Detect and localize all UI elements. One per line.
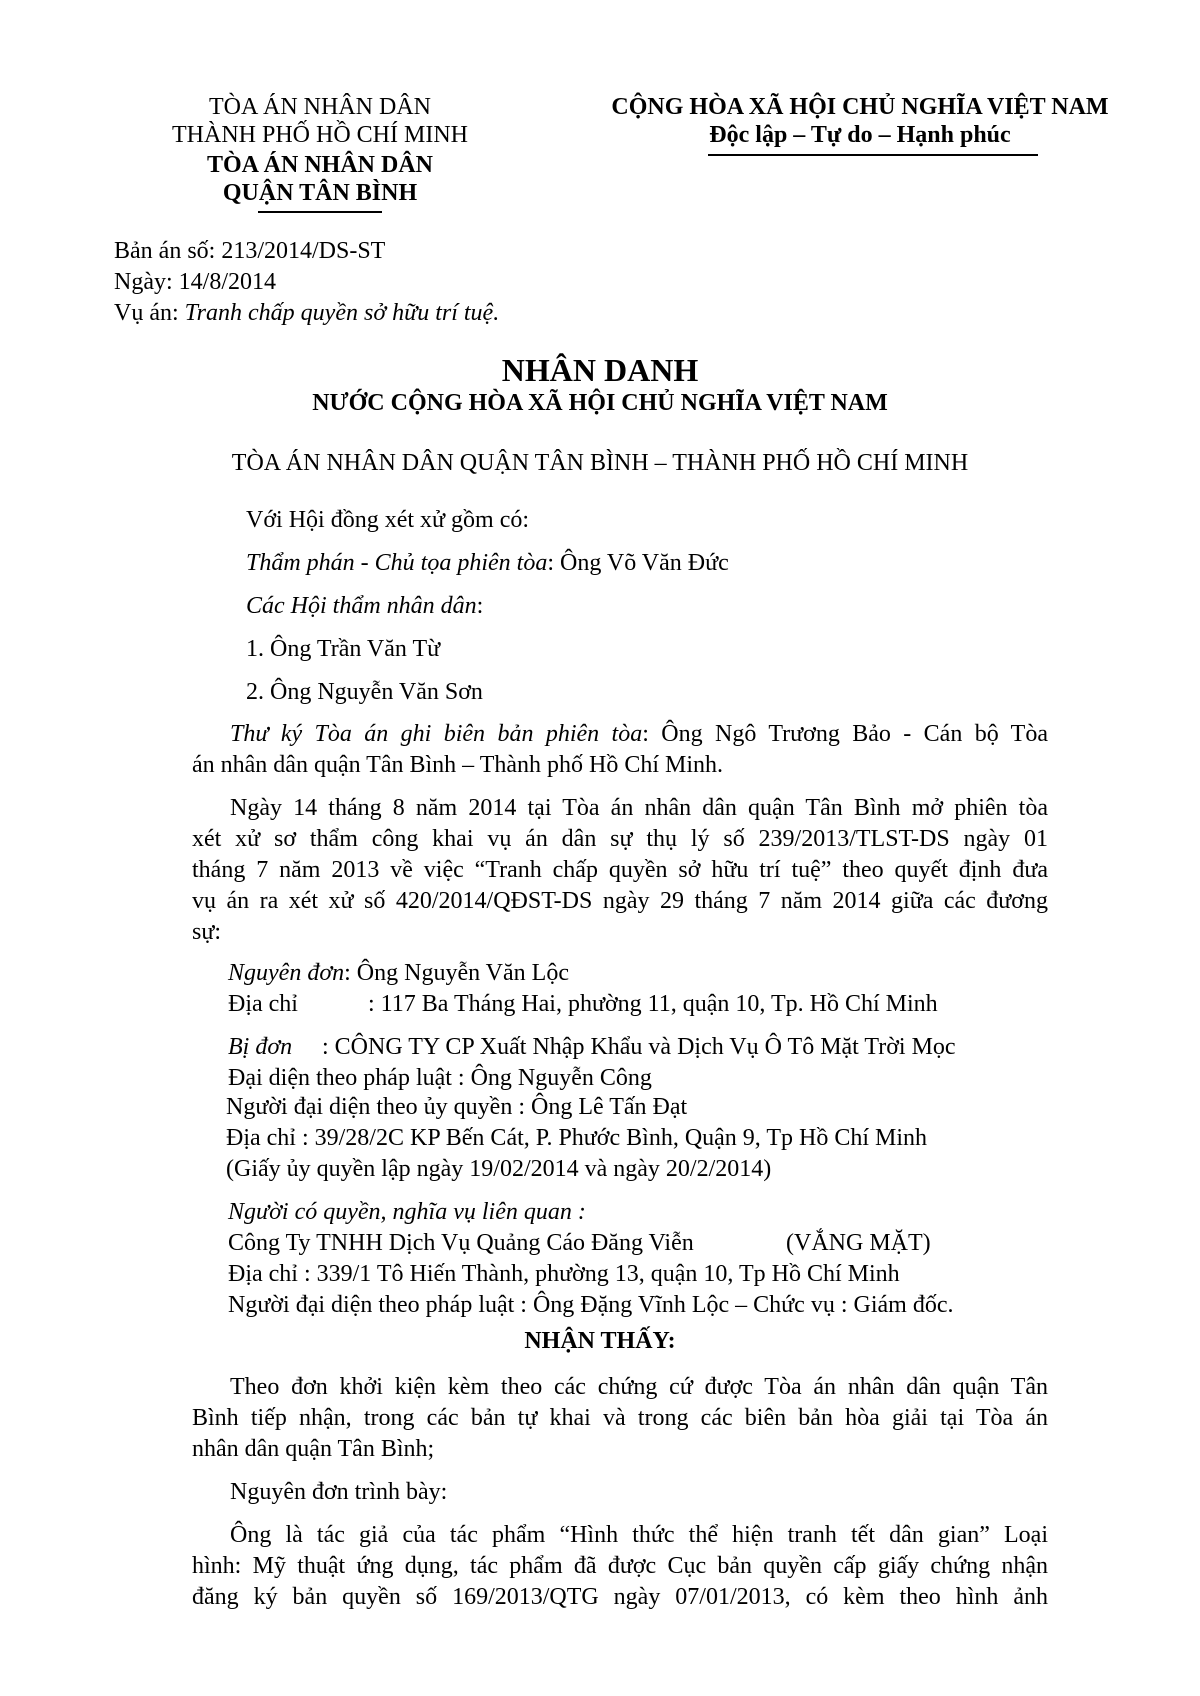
court-clerk-line1	[230, 719, 1048, 749]
related-party-status: (VẮNG MẶT)	[786, 1230, 931, 1256]
assessors-label: Các Hội thẩm nhân dân	[246, 593, 477, 619]
findings-heading: NHẬN THẤY:	[524, 1328, 676, 1354]
plaintiff-address	[228, 989, 938, 1019]
case-subject-value: Tranh chấp quyền sở hữu trí tuệ.	[184, 300, 500, 326]
presiding-judge-name: : Ông Võ Văn Đức	[547, 550, 729, 576]
findings-para1-line1: Theo đơn khởi kiện kèm theo các chứng cứ được Tòa án nhân dân quận Tân	[230, 1374, 1048, 1400]
related-party-company-row	[228, 1228, 931, 1258]
hearing-line-4: vụ án ra xét xử số 420/2014/QĐST-DS ngày 29 tháng 7 năm 2014 giữa các đương	[192, 888, 1048, 914]
findings-para1-line2: Bình tiếp nhận, trong các bản tự khai và trong các biên bản hòa giải tại Tòa án	[192, 1405, 1048, 1431]
hearing-line-3: tháng 7 năm 2013 về việc “Tranh chấp quyền sở hữu trí tuệ” theo quyết định đưa	[192, 857, 1048, 883]
court-district-line1: TÒA ÁN NHÂN DÂN	[206, 152, 433, 178]
findings-para3-line1: Ông là tác giả của tác phẩm “Hình thức thể hiện tranh tết dân gian” Loại	[230, 1522, 1048, 1548]
court-clerk-line2: án nhân dân quận Tân Bình – Thành phố Hồ Chí Minh.	[192, 752, 724, 778]
court-city-line2: THÀNH PHỐ HỒ CHÍ MINH	[172, 122, 468, 148]
assessors-colon: :	[476, 593, 484, 619]
court-city-line1: TÒA ÁN NHÂN DÂN	[209, 94, 431, 120]
main-subtitle: NƯỚC CỘNG HÒA XÃ HỘI CHỦ NGHĨA VIỆT NAM	[312, 390, 888, 416]
judgment-number: Bản án số: 213/2014/DS-ST	[114, 238, 386, 264]
related-party-label: Người có quyền, nghĩa vụ liên quan :	[228, 1199, 586, 1225]
findings-para3-line2: hình: Mỹ thuật ứng dụng, tác phẩm đã được Cục bản quyền cấp giấy chứng nhận	[192, 1553, 1048, 1579]
hearing-line-2: xét xử sơ thẩm công khai vụ án dân sự thụ lý số 239/2013/TLST-DS ngày 01	[192, 826, 1048, 852]
findings-para3-line3: đăng ký bản quyền số 169/2013/QTG ngày 07/01/2013, có kèm theo hình ảnh	[192, 1584, 1048, 1610]
main-title: NHÂN DANH	[501, 352, 699, 388]
court-clerk-value: : Ông Ngô Trương Bảo - Cán bộ Tòa	[642, 721, 1048, 747]
judgment-date: Ngày: 14/8/2014	[114, 269, 276, 295]
defendant-authorization: (Giấy ủy quyền lập ngày 19/02/2014 và ngày 20/2/2014)	[226, 1156, 772, 1182]
court-clerk-label: Thư ký Tòa án ghi biên bản phiên tòa	[230, 721, 643, 747]
findings-para1-line3: nhân dân quận Tân Bình;	[192, 1436, 435, 1462]
plaintiff-address-label: Địa chỉ	[228, 991, 298, 1017]
defendant	[228, 1032, 956, 1062]
plaintiff	[228, 958, 569, 988]
case-subject-label: Vụ án:	[114, 300, 185, 326]
court-district-line2: QUẬN TÂN BÌNH	[222, 180, 418, 206]
related-party-address: Địa chỉ : 339/1 Tô Hiến Thành, phường 13, quận 10, Tp Hồ Chí Minh	[228, 1261, 900, 1287]
presiding-judge	[246, 548, 729, 578]
national-motto: Độc lập – Tự do – Hạnh phúc	[709, 122, 1011, 148]
court-name-title: TÒA ÁN NHÂN DÂN QUẬN TÂN BÌNH – THÀNH PHỐ HỒ CHÍ MINH	[231, 450, 969, 476]
panel-intro: Với Hội đồng xét xử gồm có:	[246, 507, 530, 533]
defendant-legal-rep: Đại diện theo pháp luật : Ông Nguyễn Công	[228, 1065, 652, 1091]
assessor-2: 2. Ông Nguyễn Văn Sơn	[246, 679, 483, 705]
national-title: CỘNG HÒA XÃ HỘI CHỦ NGHĨA VIỆT NAM	[611, 94, 1109, 120]
left-header-underline	[258, 211, 382, 213]
assessor-1: 1. Ông Trần Văn Từ	[246, 636, 441, 662]
hearing-line-1: Ngày 14 tháng 8 năm 2014 tại Tòa án nhân dân quận Tân Bình mở phiên tòa	[230, 795, 1048, 821]
defendant-authorized-rep: Người đại diện theo ủy quyền : Ông Lê Tấn Đạt	[226, 1094, 688, 1120]
plaintiff-label: Nguyên đơn	[228, 960, 345, 986]
related-party-legal-rep: Người đại diện theo pháp luật : Ông Đặng Vĩnh Lộc – Chức vụ : Giám đốc.	[228, 1292, 954, 1318]
plaintiff-name: : Ông Nguyễn Văn Lộc	[344, 960, 569, 986]
right-header-underline	[708, 154, 1038, 156]
presiding-judge-label: Thẩm phán - Chủ tọa phiên tòa	[246, 550, 548, 576]
plaintiff-address-value: : 117 Ba Tháng Hai, phường 11, quận 10, Tp. Hồ Chí Minh	[368, 991, 938, 1017]
case-subject	[114, 298, 499, 328]
assessors-heading	[246, 591, 483, 621]
findings-para2: Nguyên đơn trình bày:	[230, 1479, 448, 1505]
defendant-label: Bị đơn	[228, 1034, 293, 1060]
defendant-address: Địa chỉ : 39/28/2C KP Bến Cát, P. Phước Bình, Quận 9, Tp Hồ Chí Minh	[226, 1125, 928, 1151]
hearing-line-5: sự:	[192, 919, 222, 945]
related-party-company: Công Ty TNHH Dịch Vụ Quảng Cáo Đăng Viễn	[228, 1230, 694, 1256]
defendant-name: : CÔNG TY CP Xuất Nhập Khẩu và Dịch Vụ Ô Tô Mặt Trời Mọc	[322, 1034, 956, 1060]
